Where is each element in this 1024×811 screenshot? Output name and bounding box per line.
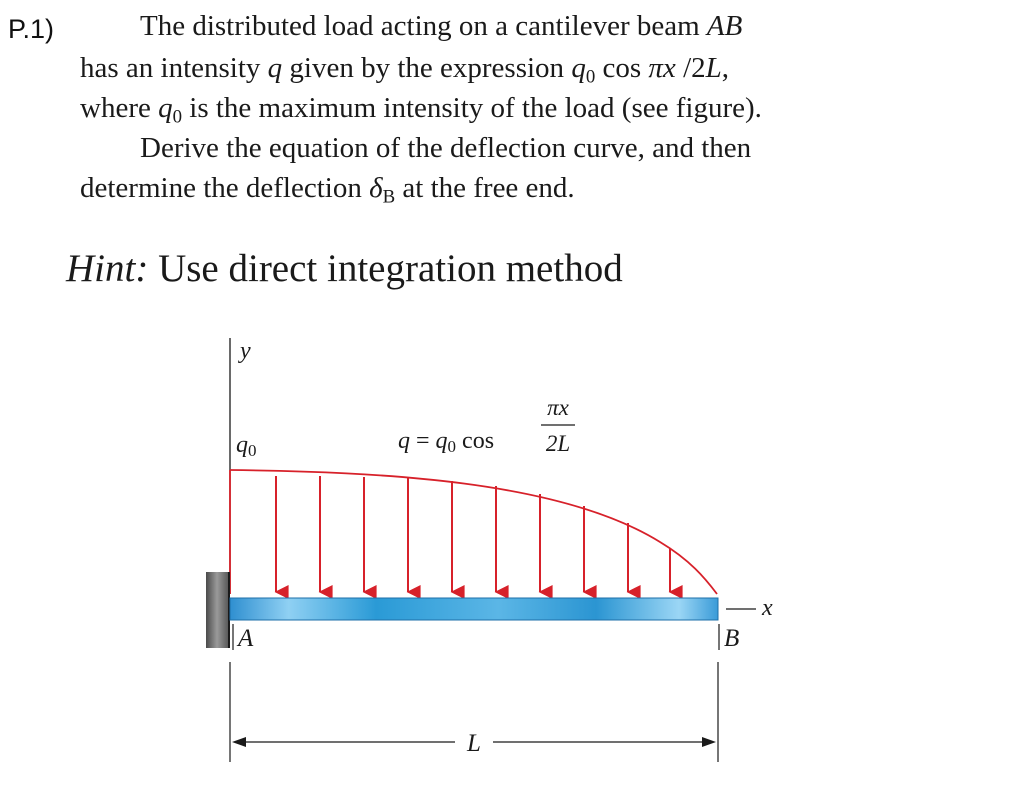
dim-arrow-right [702,737,716,747]
beam [230,598,718,620]
svg-text:q = q0 cos: q = q0 cos [398,428,495,456]
problem-line-5: determine the deflection $\delta_B$ at the free end. [80,172,575,208]
eq-denominator: 2L [545,431,571,456]
problem-line-2: has an intensity q given by the expression $q_0$ cos πx /2L, [80,52,730,88]
problem-line-4: Derive the equation of the deflection curve, and then [140,132,752,164]
point-b-label: B [724,625,740,652]
problem-number: P.1) [8,14,55,44]
load-arrows [276,476,670,592]
wall-support [206,572,228,648]
load-equation [398,395,575,456]
hint-line: Hint: Use direct integration method [66,247,623,290]
problem-line-1: The distributed load acting on a cantilever beam AB [140,10,743,42]
eq-numerator: πx [547,395,569,420]
dim-arrow-left [232,737,246,747]
length-label: L [467,730,481,757]
y-axis-label: y [240,338,251,364]
x-axis-label: x [762,595,773,621]
problem-line-3: where $q_0$ is the maximum intensity of the load (see figure). [80,92,762,128]
load-curve [230,470,717,594]
point-a-label: A [238,625,254,652]
q0-label: q0 [236,432,257,460]
